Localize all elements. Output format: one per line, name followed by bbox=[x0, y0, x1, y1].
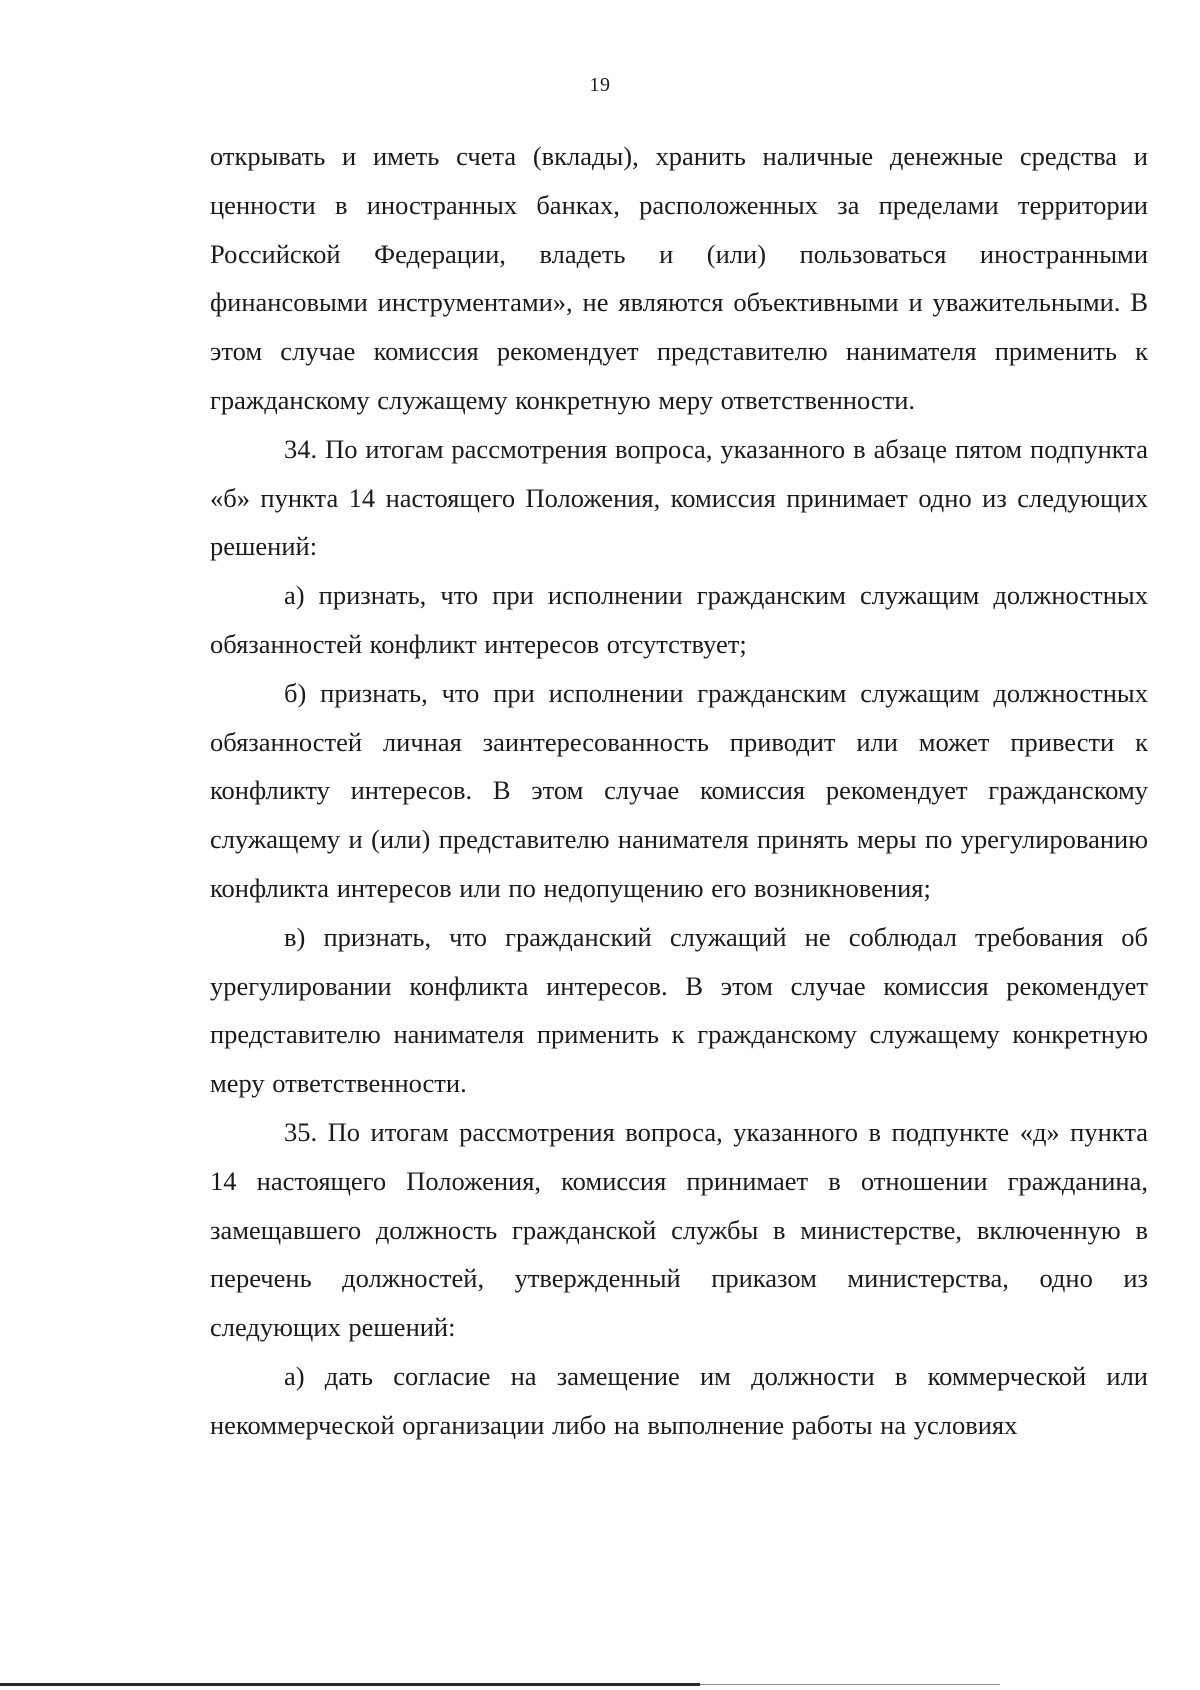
paragraph-item-35: 35. По итогам рассмотрения вопроса, указанного в подпункте «д» пункта 14 настоящего Положения, комиссия принимает в отношении гражданина, замещавшего должность гражданской службы в министерстве, включенную в перечень должностей, утвержденный приказом министерства, одно из следующих решений: bbox=[210, 1116, 1148, 1343]
page-number: 19 bbox=[589, 74, 611, 96]
scan-edge-line-faint bbox=[700, 1684, 1000, 1685]
paragraph-item-34-v: в) признать, что гражданский служащий не соблюдал требования об урегулировании конфликта интересов. В этом случае комиссия рекомендует представителю нанимателя применить к гражданскому служащему конкретную меру ответственности. bbox=[210, 921, 1148, 1099]
paragraph-item-35-a: а) дать согласие на замещение им должности в коммерческой или некоммерческой организации либо на выполнение работы на условиях bbox=[210, 1360, 1148, 1440]
paragraph-item-34: 34. По итогам рассмотрения вопроса, указанного в абзаце пятом подпункта «б» пункта 14 настоящего Положения, комиссия принимает одно из следующих решений: bbox=[210, 433, 1148, 562]
paragraph-item-34-b: б) признать, что при исполнении гражданским служащим должностных обязанностей личная заинтересованность приводит или может привести к конфликту интересов. В этом случае комиссия рекомендует гражданскому служащему и (или) представителю нанимателя принять меры по урегулированию конфликта интересов или по недопущению его возникновения; bbox=[210, 677, 1148, 903]
document-body bbox=[210, 132, 1148, 1450]
scan-edge-line bbox=[0, 1683, 700, 1686]
paragraph-item-34-a: а) признать, что при исполнении гражданским служащим должностных обязанностей конфликт интересов отсутствует; bbox=[210, 580, 1148, 659]
paragraph-continuation: открывать и иметь счета (вклады), хранить наличные денежные средства и ценности в иностранных банках, расположенных за пределами территории Российской Федерации, владеть и (или) пользоваться иностранными финансовыми инструментами», не являются объективными и уважительными. В этом случае комиссия рекомендует представителю нанимателя применить к гражданскому служащему конкретную меру ответственности. bbox=[210, 141, 1148, 415]
